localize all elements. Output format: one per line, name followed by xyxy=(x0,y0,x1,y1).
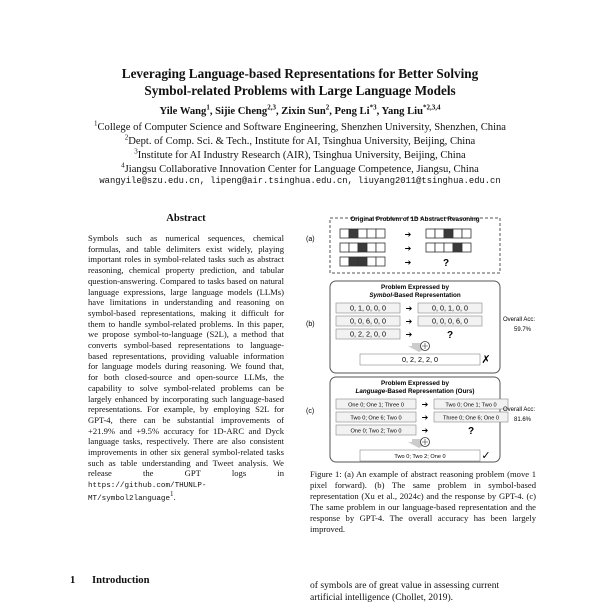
affiliation-3: $^3$Institute for AI Industry Research (AIR), Tsinghua University, Beijing, China xyxy=(134,147,466,161)
grid-cell xyxy=(462,229,471,238)
output-grid xyxy=(426,243,471,252)
grid-cell xyxy=(444,243,453,252)
grid-cell xyxy=(340,257,349,266)
grid-cell xyxy=(358,229,367,238)
output-text: 0, 0, 0, 6, 0 xyxy=(432,316,468,326)
grid-cell xyxy=(426,229,435,238)
grid-cell xyxy=(376,243,385,252)
affiliation-2: $^2$Dept. of Comp. Sci. & Tech., Institute for AI, Tsinghua University, Beijing, China xyxy=(124,133,476,147)
input-text: 0, 2, 2, 0, 0 xyxy=(350,329,386,339)
author-name: Sijie Cheng xyxy=(215,106,268,117)
grid-cell xyxy=(426,243,435,252)
panel-b-acc-value: 59.7% xyxy=(514,327,532,333)
grid-cell xyxy=(349,229,358,238)
grid-cell xyxy=(435,229,444,238)
grid-cell xyxy=(358,243,367,252)
grid-cell xyxy=(367,257,376,266)
panel-b-acc-label: Overall Acc: xyxy=(503,317,536,323)
grid-cell xyxy=(453,229,462,238)
abstract-text: Symbols such as numerical sequences, chemical formulas, and table delimiters exist widely, playing important roles in symbol-related tasks such as abstract reasoning, chemical property prediction, and tabular question-answering. Compared to tasks based on natural language expressions, large language models (LLMs) have limitations in understanding and reasoning on symbol-based representations, making it difficult for them to handle symbol-related problems. In this paper, we propose symbol-to-language (S2L), a method that converts symbol-based representations to language-based representations, providing valuable information for language models during reasoning. We found that, for both closed-source and open-source LLMs, the capability to solve symbol-related problems can be largely enhanced by incorporating such language-based representations. For example, by employing S2L for GPT-4, there can be substantial improvements of +21.9% and +9.5% accuracy for 1D-ARC and Dyck language tasks, respectively. There are also consistent improvements in other six general symbol-related tasks such as table understanding and Tweet analysis. We release the GPT logs in xyxy=(88,233,284,479)
abstract-heading: Abstract xyxy=(166,213,206,224)
author-affil-mark: 2,3 xyxy=(267,103,276,112)
question-mark: ? xyxy=(446,330,454,341)
arrow-icon: ➔ xyxy=(405,330,413,339)
grid-cell xyxy=(349,257,358,266)
panel-c-acc-label: Overall Acc: xyxy=(503,407,536,413)
arrow-icon: ➔ xyxy=(405,304,413,313)
paper-title-line1: Leveraging Language-based Representations for Better Solving xyxy=(121,66,479,81)
question-mark: ? xyxy=(442,258,450,269)
panel-b-rows xyxy=(336,303,491,366)
grid-cell xyxy=(349,243,358,252)
grid-cell xyxy=(453,243,462,252)
input-text: 0, 0, 6, 0, 0 xyxy=(350,316,386,326)
panel-a-grids xyxy=(340,229,471,269)
arrow-icon: ➔ xyxy=(421,400,429,409)
author-name: Yile Wang xyxy=(159,106,207,117)
author-affil-mark: 1 xyxy=(206,103,210,112)
output-text: Three 0; One 6; One 0 xyxy=(443,415,499,422)
right-column-text: of symbols are of great value in assessing current artificial intelligence (Chollet, 2019). xyxy=(310,580,500,603)
abstract-footnote-mark: 1 xyxy=(170,490,174,499)
grid-cell xyxy=(358,257,367,266)
input-text: 0, 1, 0, 0, 0 xyxy=(350,303,386,313)
author-name: Peng Li xyxy=(334,106,370,117)
grid-cell xyxy=(435,243,444,252)
author-affil-mark: *2,3,4 xyxy=(422,103,441,112)
output-text: Two 0; One 1; Two 0 xyxy=(445,402,497,409)
result-mark-icon: ✗ xyxy=(481,354,491,366)
panel-c-rows xyxy=(336,399,508,462)
author-name: Yang Liu xyxy=(381,106,423,117)
grid-cell xyxy=(340,229,349,238)
grid-cell xyxy=(367,229,376,238)
paper-title-line2: Symbol-related Problems with Large Language Models xyxy=(144,83,456,98)
input-text: One 0; One 1; Three 0 xyxy=(348,402,404,409)
figure-1 xyxy=(300,205,536,463)
input-grid xyxy=(340,257,385,266)
affiliation-4: $^4$Jiangsu Collaborative Innovation Center for Language Competence, Jiangsu, China xyxy=(121,161,479,175)
author-list: Yile Wang$^1$, Sijie Cheng$^{2,3}$, Zixin Sun$^2$, Peng Li$^{*3}$, Yang Liu$^{*2,3,4}$ xyxy=(159,103,441,117)
figure-caption: Figure 1: (a) An example of abstract reasoning problem (move 1 pixel forward). (b) The same problem in symbol-based representation (Xu et al., 2024c) and the response by GPT-4. (c) The same problem in our language-based representation and the response by GPT-4. The overall accuracy has been largely improved. xyxy=(310,469,536,534)
abstract-link[interactable]: https://github.com/THUNLP-MT/symbol2language xyxy=(88,482,207,503)
input-text: Two 0; One 6; Two 0 xyxy=(350,415,402,422)
output-grid xyxy=(426,229,471,238)
section-heading: 1 Introduction xyxy=(70,575,150,586)
author-affil-mark: *3 xyxy=(369,103,377,112)
panel-c-label: (c) xyxy=(306,408,315,415)
grid-cell xyxy=(444,229,453,238)
arrow-icon: ➔ xyxy=(421,413,429,422)
grid-cell xyxy=(340,243,349,252)
response-text: 0, 2, 2, 2, 0 xyxy=(402,355,438,364)
output-text: 0, 0, 1, 0, 0 xyxy=(432,303,468,313)
result-mark-icon: ✓ xyxy=(481,450,491,462)
response-text: Two 0; Two 2; One 0 xyxy=(394,454,446,460)
grid-cell xyxy=(376,229,385,238)
arrow-icon: ➔ xyxy=(404,230,412,239)
author-emails: wangyile@szu.edu.cn, lipeng@air.tsinghua.edu.cn, liuyang2011@tsinghua.edu.cn xyxy=(99,176,501,186)
panel-c-title-line2: Language-Based Representation (Ours) xyxy=(355,388,475,395)
author-name: Zixin Sun xyxy=(281,106,326,117)
input-text: One 0; Two 2; Two 0 xyxy=(350,428,402,435)
arrow-icon: ➔ xyxy=(404,244,412,253)
question-mark: ? xyxy=(467,426,475,437)
author-affil-mark: 2 xyxy=(325,103,330,112)
affiliation-1: $^1$College of Computer Science and Software Engineering, Shenzhen University, Shenzhen, China xyxy=(93,119,507,133)
input-grid xyxy=(340,243,385,252)
panel-c-title-line1: Problem Expressed by xyxy=(381,380,449,387)
panel-b-title-line1: Problem Expressed by xyxy=(381,284,449,291)
panel-b-label: (b) xyxy=(306,321,315,328)
arrow-icon: ➔ xyxy=(405,317,413,326)
abstract-body: Symbols such as numerical sequences, chemical formulas, and table delimiters exist widely, playing important roles in symbol-related tasks such as abstract reasoning, chemical property prediction, and tabular question-answering. Compared to tasks based on natural language expressions, large language models (LLMs) have limitations in understanding and reasoning on symbol-based representations, making it difficult for them to handle symbol-related problems. In this paper, we propose symbol-to-language (S2L), a method that converts symbol-based representations to language-based representations, providing valuable information for language models during reasoning. We found that, for both closed-source and open-source LLMs, the capability to solve symbol-related problems can be largely enhanced by incorporating such language-based representations. For example, by employing S2L for GPT-4, there can be substantial improvements of +21.9% and +9.5% accuracy for 1D-ARC and Dyck language tasks, respectively. There are also consistent improvements in other six general symbol-related tasks such as table understanding and Tweet analysis. We release the GPT logs in https://github.com/THUNLP-MT/symbol2language$^1$. xyxy=(88,233,284,503)
arrow-icon: ➔ xyxy=(404,258,412,267)
panel-a-title: Original Problem of 1D Abstract Reasoning xyxy=(350,216,480,223)
panel-b-title-line2: Symbol-Based Representation xyxy=(369,292,461,299)
grid-cell xyxy=(367,243,376,252)
grid-cell xyxy=(376,257,385,266)
arrow-icon: ➔ xyxy=(421,426,429,435)
panel-c-acc-value: 81.6% xyxy=(514,417,532,423)
input-grid xyxy=(340,229,385,238)
panel-a-label: (a) xyxy=(306,236,315,243)
grid-cell xyxy=(462,243,471,252)
